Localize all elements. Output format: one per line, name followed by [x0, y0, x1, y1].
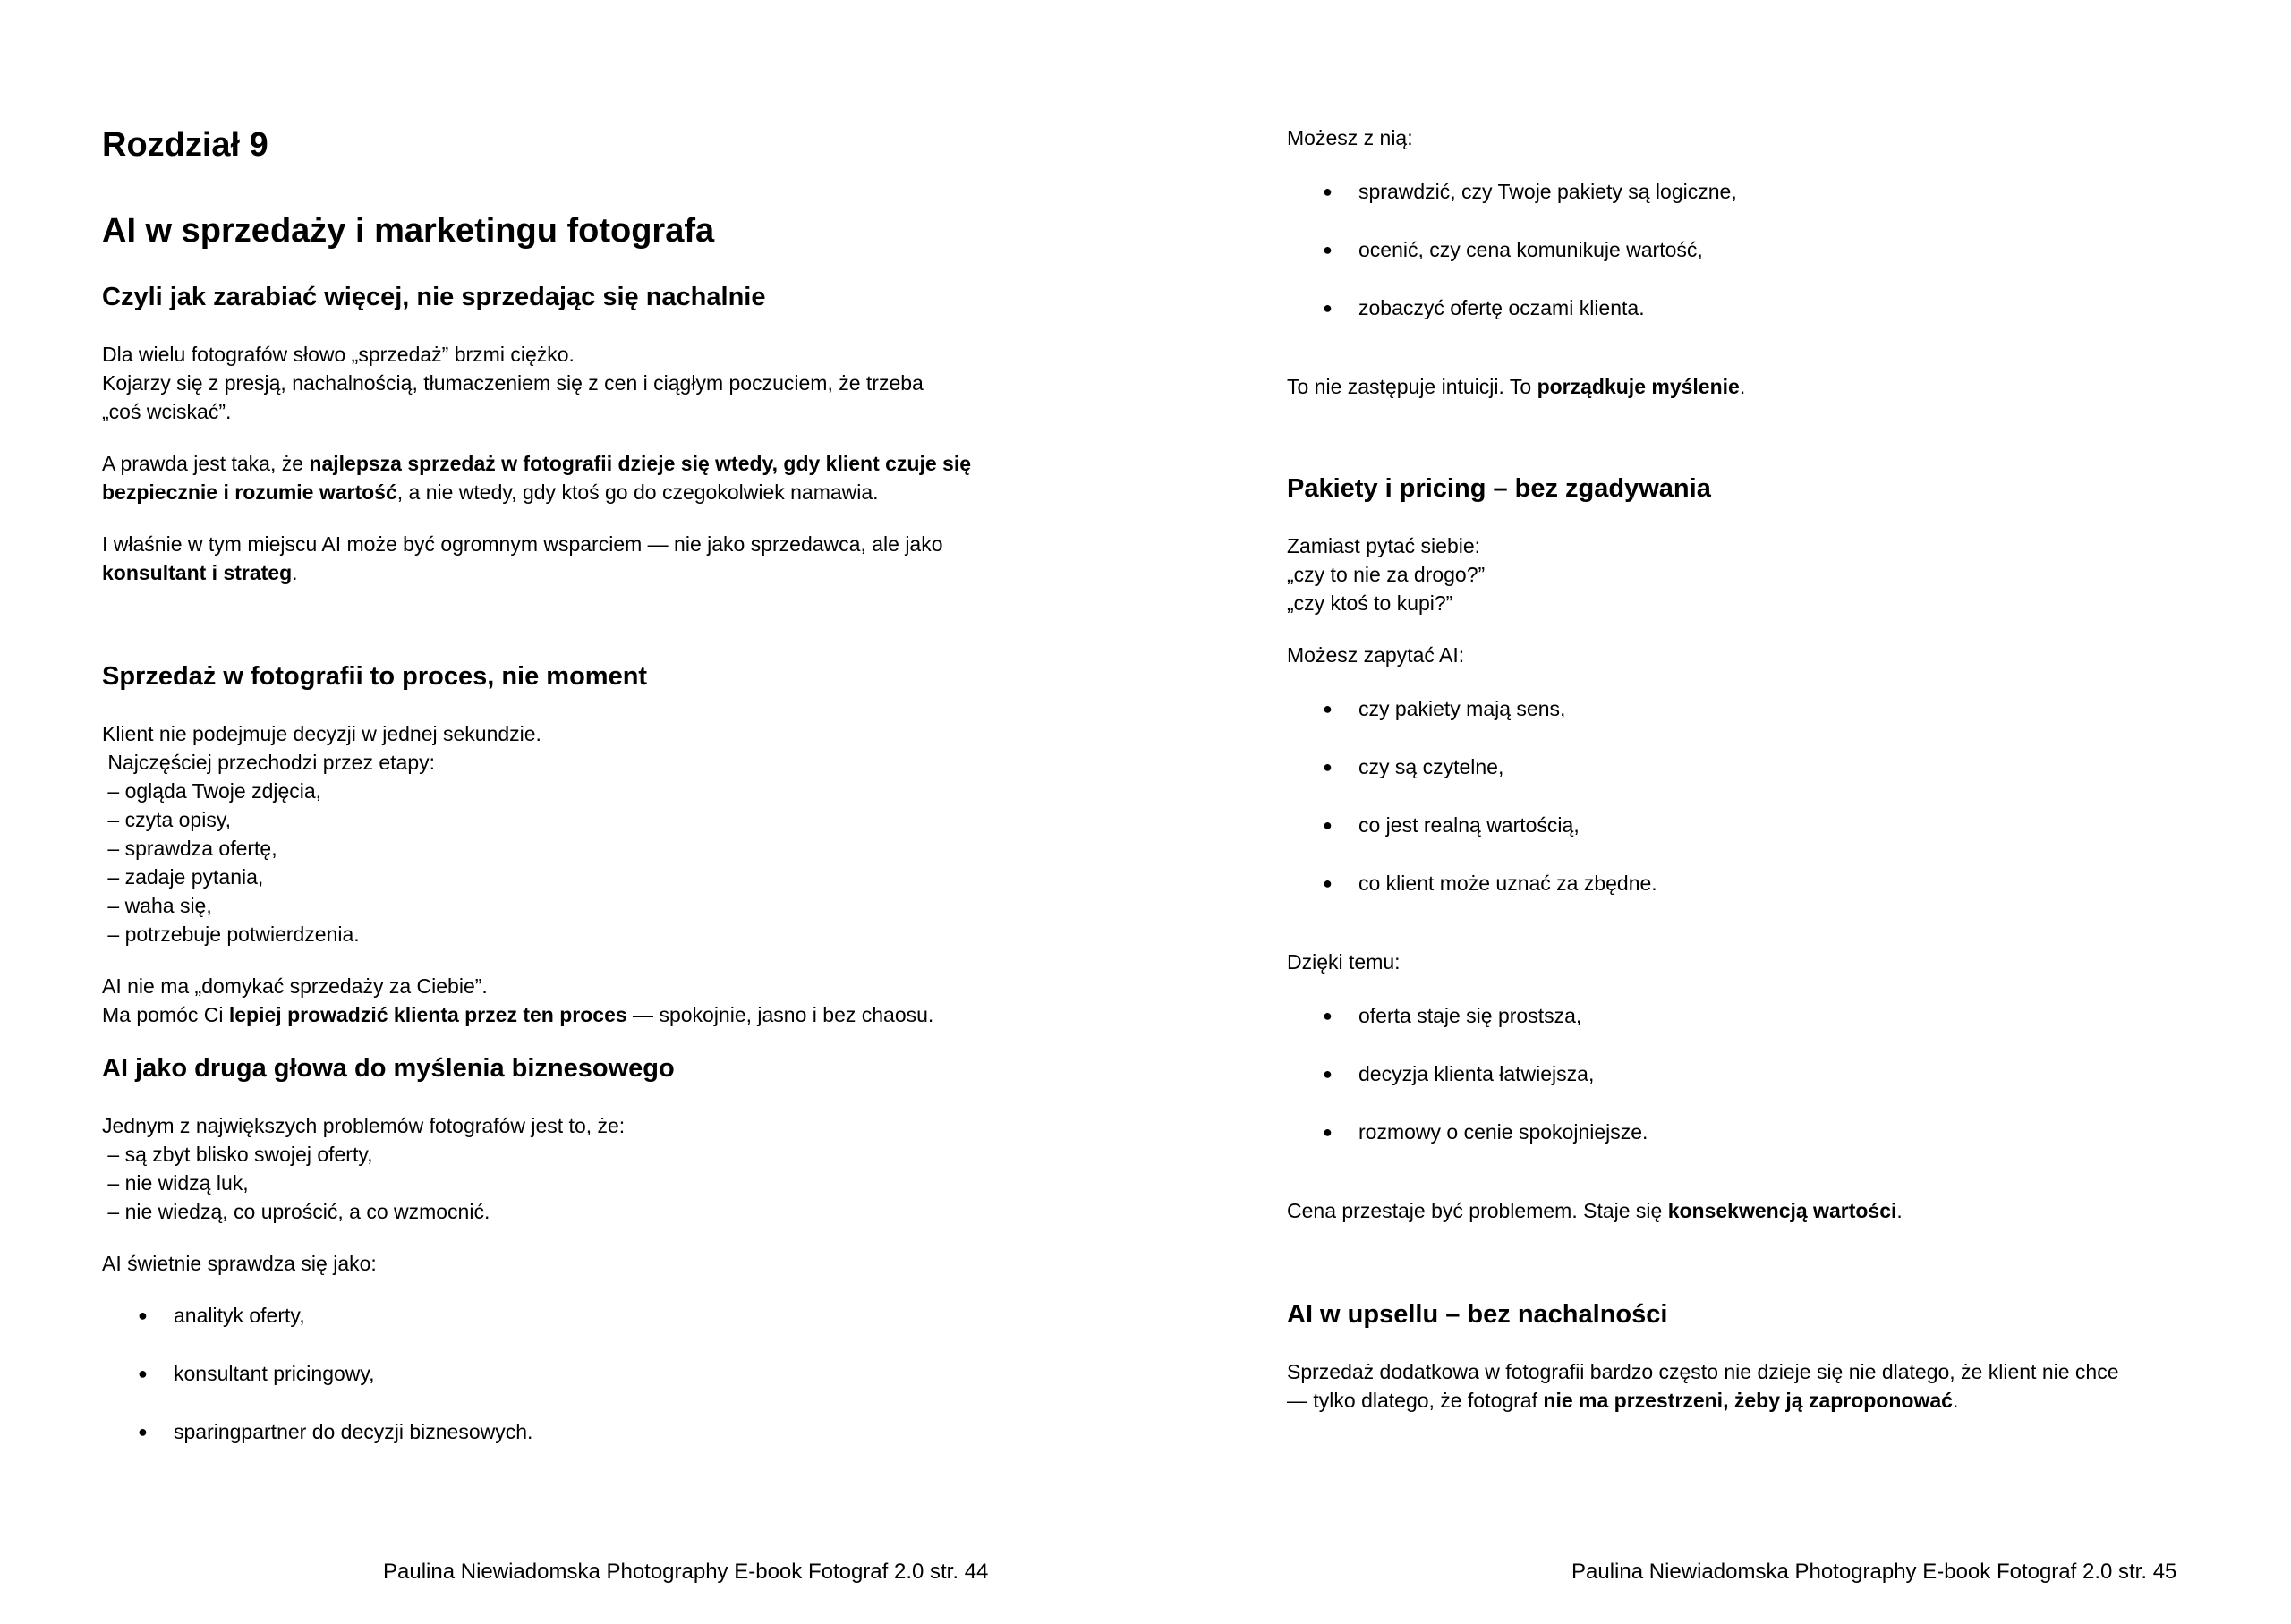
process-p2-text-a: Ma pomóc Ci	[102, 1003, 229, 1026]
upsell-text-c: .	[1952, 1389, 1959, 1412]
list-item: ● co jest realną wartością,	[1287, 811, 2291, 839]
list-item: ● decyzja klienta łatwiejsza,	[1287, 1059, 2291, 1088]
pricing-p4-text-a: Cena przestaje być problemem. Staje się	[1287, 1199, 1668, 1222]
list-item: ● konsultant pricingowy,	[102, 1359, 1024, 1388]
process-paragraph-2	[102, 972, 1024, 1029]
page-45-content	[1287, 123, 2291, 1438]
intro-p1-line-3: „coś wciskać”.	[102, 400, 232, 423]
pricing-line: Zamiast pytać siebie:	[1287, 534, 1481, 557]
page-footer-44: Paulina Niewiadomska Photography E-book Fotograf 2.0 str. 44	[383, 1560, 989, 1584]
summary-text-c: .	[1739, 375, 1746, 398]
list-item: ● analityk oferty,	[102, 1301, 1024, 1330]
list-item: ● oferta staje się prostsza,	[1287, 1001, 2291, 1030]
intro-p3-text-a: I właśnie w tym miejscu AI może być ogromnym wsparciem — nie jako sprzedawca, ale jako	[102, 532, 943, 556]
upsell-bold: nie ma przestrzeni, żeby ją zaproponować	[1543, 1389, 1953, 1412]
pricing-questions-list	[1287, 694, 2291, 897]
list-item: ● co klient może uznać za zbędne.	[1287, 869, 2291, 897]
intro-paragraph-3	[102, 530, 1024, 587]
business-line: Jednym z największych problemów fotografów jest to, że:	[102, 1114, 626, 1137]
intro-p1-line-1: Dla wielu fotografów słowo „sprzedaż” brzmi ciężko.	[102, 343, 575, 366]
upsell-text-a: — tylko dlatego, że fotograf	[1287, 1389, 1544, 1412]
list-item: ● rozmowy o cenie spokojniejsze.	[1287, 1118, 2291, 1146]
list-item: ● czy pakiety mają sens,	[1287, 694, 2291, 723]
upsell-line-1: Sprzedaż dodatkowa w fotografii bardzo często nie dzieje się nie dlatego, że klient nie chce	[1287, 1360, 2119, 1383]
process-line: – ogląda Twoje zdjęcia,	[102, 779, 322, 803]
business-line: – są zbyt blisko swojej oferty,	[102, 1143, 373, 1166]
business-line: – nie wiedzą, co uprościć, a co wzmocnić.	[102, 1200, 490, 1223]
pricing-line: „czy to nie za drogo?”	[1287, 563, 1486, 586]
business-line: – nie widzą luk,	[102, 1171, 249, 1195]
process-line: Klient nie podejmuje decyzji w jednej sekundzie.	[102, 722, 541, 745]
pricing-line: „czy ktoś to kupi?”	[1287, 591, 1453, 615]
process-line: – waha się,	[102, 894, 212, 917]
page-footer-45: Paulina Niewiadomska Photography E-book Fotograf 2.0 str. 45	[1571, 1560, 2177, 1584]
upsell-paragraph	[1287, 1357, 2291, 1415]
pricing-p4-bold: konsekwencją wartości	[1667, 1199, 1897, 1222]
section-heading-business: AI jako druga głowa do myślenia biznesowego	[102, 1054, 675, 1083]
section-heading-pricing: Pakiety i pricing – bez zgadywania	[1287, 474, 1711, 503]
business-list	[102, 1301, 1024, 1446]
pricing-paragraph-3: Dzięki temu:	[1287, 950, 1401, 974]
business-paragraph	[102, 1111, 1024, 1226]
process-line: – sprawdza ofertę,	[102, 837, 277, 860]
process-line: – czyta opisy,	[102, 808, 232, 831]
list-item: ● czy są czytelne,	[1287, 752, 2291, 781]
intro-p3-text-c: .	[292, 561, 298, 584]
pricing-p4-text-c: .	[1896, 1199, 1903, 1222]
intro-paragraph-2	[102, 449, 1024, 506]
intro-p3-bold: konsultant i strateg	[102, 561, 293, 584]
process-p2-text-c: — spokojnie, jasno i bez chaosu.	[626, 1003, 934, 1026]
section-heading-process: Sprzedaż w fotografii to proces, nie moment	[102, 662, 648, 691]
process-p2-line-1: AI nie ma „domykać sprzedaży za Ciebie”.	[102, 974, 488, 998]
chapter-subtitle: Czyli jak zarabiać więcej, nie sprzedając się nachalnie	[102, 283, 766, 311]
intro-p2-bold: najlepsza sprzedaż w fotografii dzieje się wtedy, gdy klient czuje się bezpiecznie i rozumie wartość	[102, 452, 972, 504]
list-item: ● sprawdzić, czy Twoje pakiety są logiczne,	[1287, 177, 2291, 206]
pricing-paragraph-2: Możesz zapytać AI:	[1287, 643, 1465, 667]
intro-paragraph-1	[102, 340, 1024, 426]
pricing-benefits-list	[1287, 1001, 2291, 1146]
intro-p2-text-c: , a nie wtedy, gdy ktoś go do czegokolwiek namawia.	[396, 480, 879, 504]
summary-paragraph	[1287, 372, 2291, 401]
intro-list	[1287, 177, 2291, 322]
process-line: – potrzebuje potwierdzenia.	[102, 923, 360, 946]
pricing-paragraph-4	[1287, 1196, 2291, 1225]
process-p2-bold: lepiej prowadzić klienta przez ten proces	[228, 1003, 627, 1026]
process-p2-line-2	[102, 1000, 1024, 1029]
intro-paragraph: Możesz z nią:	[1287, 126, 1413, 149]
summary-text-a: To nie zastępuje intuicji. To	[1287, 375, 1537, 398]
pricing-paragraph	[1287, 531, 2291, 617]
list-item: ● ocenić, czy cena komunikuje wartość,	[1287, 235, 2291, 264]
page-44-content	[102, 125, 1024, 1475]
process-line: Najczęściej przechodzi przez etapy:	[102, 751, 435, 774]
upsell-line-2	[1287, 1386, 2291, 1415]
section-heading-upsell: AI w upsellu – bez nachalności	[1287, 1300, 1668, 1329]
business-paragraph-2: AI świetnie sprawdza się jako:	[102, 1252, 377, 1275]
page-45	[1146, 0, 2291, 1624]
list-item: ● sparingpartner do decyzji biznesowych.	[102, 1417, 1024, 1446]
chapter-number: Rozdział 9	[102, 126, 268, 164]
summary-bold: porządkuje myślenie	[1537, 375, 1740, 398]
list-item: ● zobaczyć ofertę oczami klienta.	[1287, 293, 2291, 322]
process-line: – zadaje pytania,	[102, 865, 264, 889]
intro-p2-text-a: A prawda jest taka, że	[102, 452, 310, 475]
process-paragraph	[102, 719, 1024, 948]
chapter-title: AI w sprzedaży i marketingu fotografa	[102, 212, 715, 250]
intro-p1-line-2: Kojarzy się z presją, nachalnością, tłumaczeniem się z cen i ciągłym poczuciem, że trzeba	[102, 371, 924, 395]
